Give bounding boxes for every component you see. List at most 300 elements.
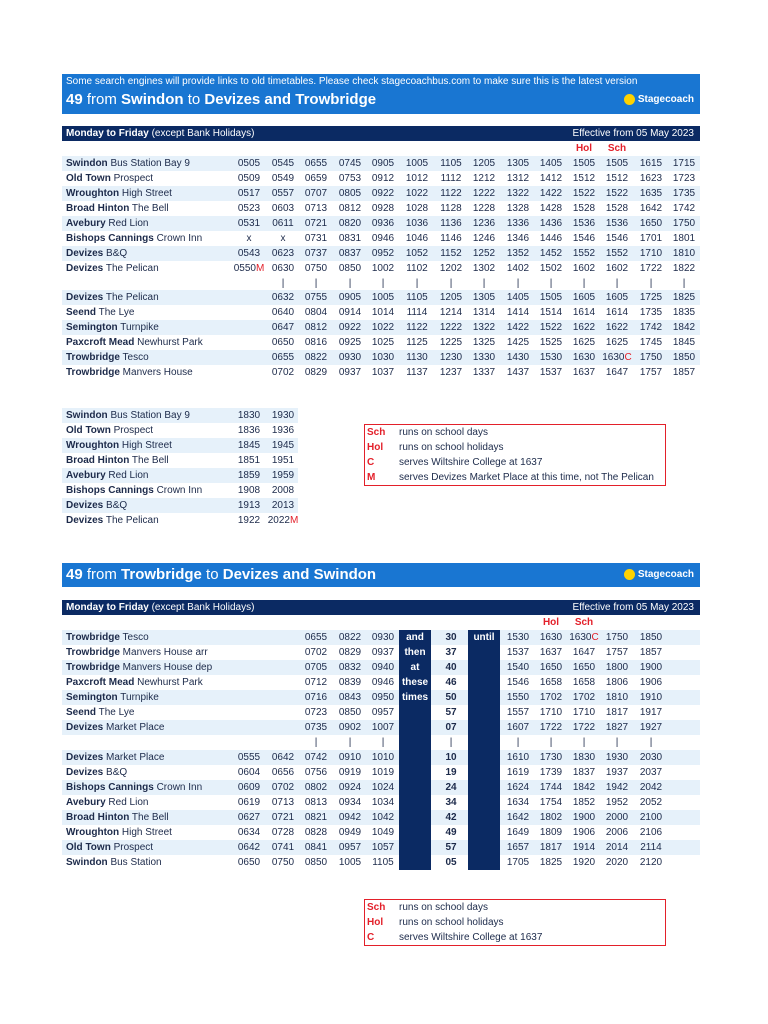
time-cell: 1505 <box>572 158 596 169</box>
time-cell: 1605 <box>572 292 596 303</box>
time-cell: 0731 <box>304 233 328 244</box>
time-cell: 1914 <box>572 842 596 853</box>
time-cell: 1428 <box>539 203 563 214</box>
stop-town: Devizes <box>66 500 104 511</box>
minute-pattern: 10 <box>445 752 457 763</box>
time-cell: 0545 <box>271 158 295 169</box>
stop-location: Bus Station <box>107 857 162 868</box>
table-row <box>62 335 700 350</box>
stop-town: Semington <box>66 692 118 703</box>
time-cell: 0850 <box>338 707 362 718</box>
time-cell: 0650 <box>271 337 295 348</box>
time-cell: 0741 <box>271 842 295 853</box>
time-cell: 1022 <box>405 188 429 199</box>
time-cell: 0821 <box>304 812 328 823</box>
time-cell: 1128 <box>440 203 462 214</box>
time-cell: 1800 <box>605 662 629 673</box>
legend-key: Hol <box>367 917 384 928</box>
time-cell: 1959 <box>271 470 295 481</box>
stop-town: Trowbridge <box>66 647 120 658</box>
time-cell: 1105 <box>440 158 462 169</box>
time-cell: 0702 <box>271 782 295 793</box>
time-cell: 1754 <box>539 797 563 808</box>
time-cell: 0940 <box>371 662 395 673</box>
time-cell: 1647 <box>605 367 629 378</box>
time-cell: 0550M <box>233 263 265 274</box>
stop-name <box>66 765 127 780</box>
time-cell: 0942 <box>338 812 362 823</box>
time-cell: 1550 <box>506 692 530 703</box>
stop-location: The Pelican <box>103 292 159 303</box>
time-cell: 0930 <box>371 632 395 643</box>
time-cell: 1546 <box>605 233 629 244</box>
time-cell: 1528 <box>572 203 596 214</box>
table-row <box>62 810 700 825</box>
time-cell: 1236 <box>472 218 496 229</box>
time-cell: 1346 <box>506 233 530 244</box>
time-cell: 1937 <box>605 767 629 778</box>
time-cell: 1825 <box>672 292 696 303</box>
table-row <box>62 468 298 483</box>
time-cell: 0934 <box>338 797 362 808</box>
time-cell: 1952 <box>605 797 629 808</box>
time-cell: 1817 <box>539 842 563 853</box>
minute-pattern: 05 <box>445 857 457 868</box>
table-row <box>62 453 298 468</box>
time-cell: 1252 <box>472 248 496 259</box>
time-cell: 0702 <box>304 647 328 658</box>
stop-town: Trowbridge <box>66 367 120 378</box>
time-cell: 1630 <box>572 352 596 363</box>
continuation-mark: | <box>449 278 453 289</box>
time-cell: 0924 <box>338 782 362 793</box>
time-cell: 1405 <box>506 292 530 303</box>
time-cell: 1852 <box>572 797 596 808</box>
stop-name <box>66 320 159 335</box>
time-cell: 2022M <box>267 515 299 526</box>
time-cell: 1623 <box>639 173 663 184</box>
time-cell: 1722 <box>572 722 596 733</box>
time-cell: 0742 <box>304 752 328 763</box>
time-cell: 1725 <box>639 292 663 303</box>
time-cell: 1137 <box>406 367 428 378</box>
time-cell: 1850 <box>639 632 663 643</box>
legend-row <box>365 425 665 440</box>
notice-text: Some search engines will provide links to old timetables. Please check stagecoachbus.com to make sure this is the latest version <box>66 76 638 87</box>
time-cell: 1757 <box>605 647 629 658</box>
stop-town: Avebury <box>66 797 106 808</box>
stop-location: Turnpike <box>117 322 159 333</box>
table-row <box>62 156 700 171</box>
time-cell: 1425 <box>506 337 530 348</box>
stop-name <box>66 825 172 840</box>
time-cell: 1005 <box>371 292 395 303</box>
stop-name <box>66 498 127 513</box>
time-cell: 2006 <box>605 827 629 838</box>
time-cell: 1202 <box>439 263 463 274</box>
time-cell: 0509 <box>237 173 261 184</box>
continuation-mark: | <box>582 278 586 289</box>
time-cell: 1305 <box>472 292 496 303</box>
minute-pattern: 40 <box>445 662 457 673</box>
time-cell: 0712 <box>304 677 328 688</box>
and-then-text: times <box>401 692 429 703</box>
time-cell: 1622 <box>605 322 629 333</box>
time-cell: 1930 <box>271 410 295 421</box>
stop-location: B&Q <box>103 500 128 511</box>
stop-name <box>66 483 202 498</box>
time-cell: 1945 <box>271 440 295 451</box>
time-cell: 1514 <box>539 307 563 318</box>
stop-name <box>66 201 169 216</box>
stop-location: Manvers House <box>119 367 193 378</box>
table-row <box>62 705 700 720</box>
legend-text: runs on school days <box>399 427 488 438</box>
time-cell: 1739 <box>539 767 563 778</box>
time-cell: 0702 <box>271 367 295 378</box>
time-cell: 1742 <box>639 322 663 333</box>
time-cell: 0609 <box>237 782 261 793</box>
time-cell: x <box>246 233 252 244</box>
time-cell: 0914 <box>338 307 362 318</box>
minute-pattern: 34 <box>445 797 457 808</box>
time-cell: 1701 <box>639 233 663 244</box>
time-cell: 2008 <box>271 485 295 496</box>
time-cell: 0812 <box>304 322 328 333</box>
time-cell: 1522 <box>539 322 563 333</box>
time-note-mark: C <box>624 352 632 363</box>
time-cell: 1437 <box>506 367 530 378</box>
time-cell: 1930 <box>605 752 629 763</box>
stop-location: The Bell <box>129 203 169 214</box>
time-cell: 0721 <box>304 218 328 229</box>
time-cell: 1809 <box>539 827 563 838</box>
stop-town: Devizes <box>66 263 104 274</box>
legend-text: runs on school days <box>399 902 488 913</box>
time-cell: 1336 <box>506 218 530 229</box>
time-cell: 1723 <box>672 173 696 184</box>
time-cell: 0655 <box>304 632 328 643</box>
stop-town: Avebury <box>66 470 106 481</box>
stop-location: Prospect <box>110 173 154 184</box>
continuation-row <box>62 735 700 750</box>
stop-name <box>66 630 149 645</box>
continuation-mark: | <box>682 278 686 289</box>
time-cell: 0832 <box>338 662 362 673</box>
stop-town: Devizes <box>66 248 104 259</box>
time-cell: 1105 <box>372 857 394 868</box>
table-row <box>62 645 700 660</box>
time-cell: 1352 <box>506 248 530 259</box>
time-cell: 1658 <box>572 677 596 688</box>
time-cell: 1012 <box>405 173 429 184</box>
time-cell: 1552 <box>572 248 596 259</box>
time-cell: 1007 <box>371 722 395 733</box>
time-cell: 1649 <box>506 827 530 838</box>
time-cell: 1412 <box>539 173 563 184</box>
time-cell: 1614 <box>572 307 596 318</box>
table-row <box>62 795 700 810</box>
time-cell: 0630 <box>271 263 295 274</box>
time-cell: 0831 <box>338 233 362 244</box>
stop-location: Bus Station Bay 9 <box>107 410 190 421</box>
continuation-mark: | <box>348 278 352 289</box>
time-cell: 1637 <box>572 367 596 378</box>
continuation-mark: | <box>415 278 419 289</box>
stop-location: The Lye <box>96 707 135 718</box>
time-cell: 0928 <box>371 203 395 214</box>
time-cell: 1857 <box>672 367 696 378</box>
stop-name <box>66 468 148 483</box>
continuation-mark: | <box>314 278 318 289</box>
stop-location: Turnpike <box>117 692 159 703</box>
time-cell: 0837 <box>338 248 362 259</box>
time-cell: 1836 <box>237 425 261 436</box>
time-cell: 1125 <box>406 337 428 348</box>
time-cell: 0950 <box>371 692 395 703</box>
time-cell: 0937 <box>371 647 395 658</box>
time-cell: 1522 <box>605 188 629 199</box>
time-cell: 1917 <box>639 707 663 718</box>
stagecoach-logo: Stagecoach <box>624 569 694 580</box>
stagecoach-logo: Stagecoach <box>624 94 694 105</box>
time-cell: 1830 <box>237 410 261 421</box>
time-cell: 1630C <box>602 352 632 363</box>
time-cell: x <box>280 233 286 244</box>
time-cell: 1102 <box>406 263 428 274</box>
time-cell: 1642 <box>639 203 663 214</box>
time-cell: 1845 <box>672 337 696 348</box>
time-cell: 0707 <box>304 188 328 199</box>
time-cell: 1625 <box>605 337 629 348</box>
time-cell: 0841 <box>304 842 328 853</box>
stop-location: The Bell <box>129 455 169 466</box>
time-cell: 1002 <box>371 263 395 274</box>
time-cell: 1005 <box>405 158 429 169</box>
stop-location: High Street <box>119 188 172 199</box>
time-cell: 1305 <box>506 158 530 169</box>
time-cell: 1827 <box>605 722 629 733</box>
time-cell: 1936 <box>271 425 295 436</box>
table-row <box>62 825 700 840</box>
time-cell: 1825 <box>539 857 563 868</box>
time-cell: 1330 <box>472 352 496 363</box>
stop-town: Paxcroft Mead <box>66 337 135 348</box>
time-cell: 1757 <box>639 367 663 378</box>
time-cell: 0549 <box>271 173 295 184</box>
time-cell: 1922 <box>237 515 261 526</box>
time-cell: 1212 <box>472 173 496 184</box>
service-flag: Hol <box>575 143 593 154</box>
stop-location: The Bell <box>129 812 169 823</box>
stop-location: High Street <box>119 827 172 838</box>
time-cell: 1537 <box>506 647 530 658</box>
time-cell: 0755 <box>304 292 328 303</box>
stop-name <box>66 261 159 276</box>
table-row <box>62 675 700 690</box>
time-cell: 1900 <box>572 812 596 823</box>
until-column <box>468 630 500 870</box>
time-cell: 1552 <box>605 248 629 259</box>
time-cell: 1557 <box>506 707 530 718</box>
time-cell: 1046 <box>405 233 429 244</box>
continuation-mark: | <box>482 278 486 289</box>
time-cell: 1112 <box>440 173 462 184</box>
stop-name <box>66 705 134 720</box>
stop-town: Avebury <box>66 218 106 229</box>
time-cell: 1422 <box>506 322 530 333</box>
time-cell: 0957 <box>371 707 395 718</box>
flag-row <box>62 615 700 630</box>
time-cell: 2000 <box>605 812 629 823</box>
time-cell: 1920 <box>572 857 596 868</box>
continuation-mark: | <box>314 737 318 748</box>
service-flag: Sch <box>574 617 594 628</box>
time-cell: 1837 <box>572 767 596 778</box>
stop-location: Bus Station Bay 9 <box>107 158 190 169</box>
time-cell: 0611 <box>272 218 294 229</box>
time-cell: 1414 <box>506 307 530 318</box>
legend-row <box>365 930 665 945</box>
stop-town: Trowbridge <box>66 662 120 673</box>
stop-location: Red Lion <box>105 797 149 808</box>
stop-name <box>66 660 212 675</box>
time-cell: 1136 <box>440 218 462 229</box>
time-cell: 1657 <box>506 842 530 853</box>
stop-town: Old Town <box>66 842 111 853</box>
time-cell: 1422 <box>539 188 563 199</box>
stop-name <box>66 365 193 380</box>
time-cell: 1625 <box>572 337 596 348</box>
stop-location: Prospect <box>110 842 154 853</box>
time-cell: 1022 <box>371 322 395 333</box>
time-cell: 1735 <box>639 307 663 318</box>
time-cell: 0828 <box>304 827 328 838</box>
stop-location: The Pelican <box>103 263 159 274</box>
stop-name <box>66 246 127 261</box>
table-row <box>62 630 700 645</box>
time-cell: 1505 <box>539 292 563 303</box>
table-row <box>62 290 700 305</box>
time-cell: 1205 <box>472 158 496 169</box>
time-cell: 1034 <box>371 797 395 808</box>
time-cell: 0517 <box>237 188 261 199</box>
stop-town: Broad Hinton <box>66 812 130 823</box>
table-row <box>62 690 700 705</box>
time-cell: 1906 <box>572 827 596 838</box>
time-cell: 1536 <box>605 218 629 229</box>
stop-location: Newhurst Park <box>134 337 203 348</box>
stop-location: The Pelican <box>103 515 159 526</box>
time-cell: 1610 <box>506 752 530 763</box>
table-row <box>62 350 700 365</box>
time-cell: 1859 <box>237 470 261 481</box>
time-cell: 1037 <box>371 367 395 378</box>
time-cell: 2020 <box>605 857 629 868</box>
time-cell: 1337 <box>472 367 496 378</box>
time-cell: 1014 <box>371 307 395 318</box>
time-cell: 2106 <box>639 827 663 838</box>
legend-row <box>365 915 665 930</box>
continuation-row <box>62 276 700 291</box>
time-cell: 0531 <box>237 218 261 229</box>
time-cell: 1222 <box>472 188 496 199</box>
time-cell: 1105 <box>406 292 428 303</box>
table-row <box>62 720 700 735</box>
time-cell: 1605 <box>605 292 629 303</box>
stop-town: Old Town <box>66 425 111 436</box>
stop-location: Manvers House arr <box>119 647 208 658</box>
continuation-mark: | <box>516 278 520 289</box>
stop-location: Crown Inn <box>153 233 203 244</box>
continuation-mark: | <box>381 278 385 289</box>
logo-icon <box>624 94 635 105</box>
stop-town: Trowbridge <box>66 632 120 643</box>
stop-town: Swindon <box>66 410 108 421</box>
time-cell: 0750 <box>304 263 328 274</box>
stop-location: Newhurst Park <box>134 677 203 688</box>
time-cell: 1750 <box>639 352 663 363</box>
stop-name <box>66 810 169 825</box>
time-cell: 1906 <box>639 677 663 688</box>
table-row <box>62 780 700 795</box>
time-cell: 0705 <box>304 662 328 673</box>
continuation-mark: | <box>549 737 553 748</box>
time-cell: 0543 <box>237 248 261 259</box>
timetable-header-1 <box>62 74 700 114</box>
time-cell: 1850 <box>672 352 696 363</box>
stop-location: B&Q <box>103 248 128 259</box>
stop-name <box>66 216 148 231</box>
time-cell: 1750 <box>672 218 696 229</box>
stop-name <box>66 171 153 186</box>
stop-location: High Street <box>119 440 172 451</box>
time-cell: 1857 <box>639 647 663 658</box>
time-cell: 1642 <box>506 812 530 823</box>
time-cell: 1745 <box>639 337 663 348</box>
legend-key: Hol <box>367 442 384 453</box>
time-cell: 1546 <box>506 677 530 688</box>
table-row <box>62 840 700 855</box>
time-cell: 1452 <box>539 248 563 259</box>
table-row <box>62 171 700 186</box>
legend-key: C <box>367 457 375 468</box>
continuation-mark: | <box>516 737 520 748</box>
stop-location: Crown Inn <box>153 782 203 793</box>
minute-pattern: 24 <box>445 782 457 793</box>
time-cell: 1405 <box>539 158 563 169</box>
time-cell: 0822 <box>304 352 328 363</box>
time-cell: 0753 <box>338 173 362 184</box>
stop-name <box>66 305 134 320</box>
time-cell: 2114 <box>640 842 662 853</box>
time-cell: 0936 <box>371 218 395 229</box>
stop-town: Devizes <box>66 292 104 303</box>
time-cell: 0843 <box>338 692 362 703</box>
time-cell: 1822 <box>672 263 696 274</box>
continuation-mark: | <box>348 737 352 748</box>
time-cell: 0946 <box>371 233 395 244</box>
time-cell: 1130 <box>406 352 428 363</box>
continuation-mark: | <box>649 737 653 748</box>
time-note-mark: C <box>591 632 599 643</box>
time-cell: 0713 <box>304 203 328 214</box>
table-row <box>62 305 700 320</box>
stop-town: Bishops Cannings <box>66 485 154 496</box>
time-cell: 1146 <box>440 233 462 244</box>
time-cell: 0634 <box>237 827 261 838</box>
stop-town: Swindon <box>66 158 108 169</box>
